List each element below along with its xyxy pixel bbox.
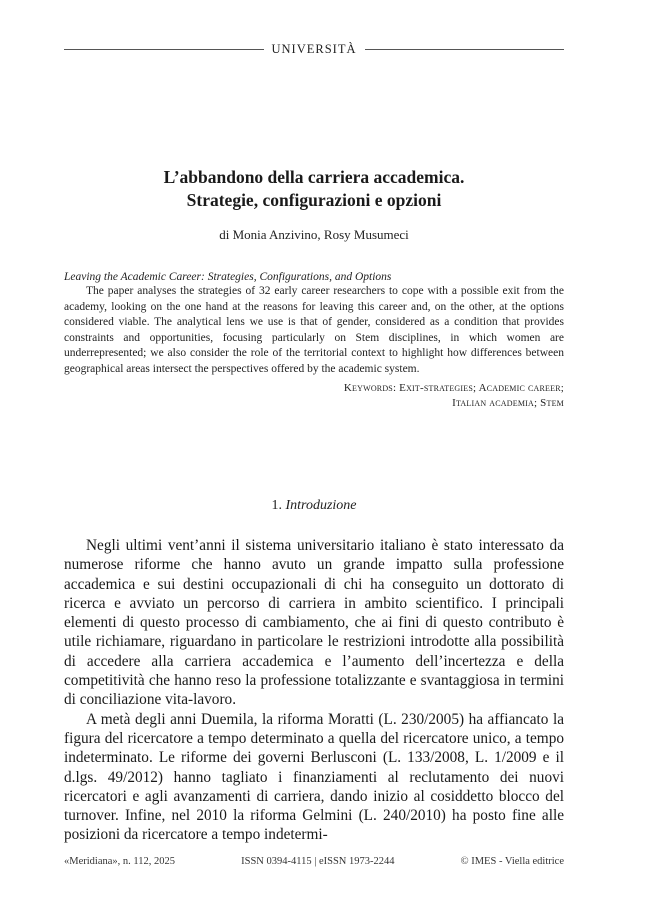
body-paragraph-1: Negli ultimi vent’anni il sistema universitario italiano è stato interessato da numerose riforme che hanno avuto un grande impatto sulla professione accademica e sui destini occupazionali di chi ha conseguito un dottorato di ricerca e avviato un percorso di carriera in ambito scientifico. I principali elementi di questo processo di cambiamento, che ai fini di questo contributo è utile richiamare, riguardano in particolare le restrizioni introdotte alla possibilità di accedere alla carriera accademica e l’aumento dell’incertezza e della competitività che hanno reso la professione totalizzante e svantaggiosa in termini di conciliazione vita-lavoro. (64, 537, 564, 709)
article-title-block (64, 166, 564, 243)
article-title-line1: L’abbandono della carriera accademica. (163, 167, 465, 187)
keywords-line2: Italian academia; Stem (452, 397, 564, 410)
footer-journal: «Meridiana», n. 112, 2025 (64, 856, 176, 867)
abstract-block (64, 271, 564, 412)
keywords (64, 381, 564, 412)
keywords-line1: Keywords: Exit-strategies; Academic career; (343, 381, 564, 394)
header-rule-right (365, 49, 565, 50)
abstract-text: The paper analyses the strategies of 32 early career researchers to cope with a possible exit from the academy, looking on the one hand at the reasons for leaving this career and, on the other, at the options considered viable. The analytical lens we use is that of gender, considered as a condition that provides constraints and opportunities, focusing particularly on Stem disciplines, in which women are underrepresented; we also consider the role of the territorial context to highlight how differences between geographical areas intersect the perspectives offered by the academic system. (64, 285, 564, 375)
header-rule-left (64, 49, 264, 50)
article-title-line2: Strategie, configurazioni e opzioni (186, 190, 442, 210)
article-title (64, 166, 564, 212)
page-footer (64, 856, 564, 867)
section-title: Introduzione (285, 498, 357, 513)
section-number: 1. (271, 498, 282, 513)
section-label: UNIVERSITÀ (271, 42, 357, 56)
body-text (64, 536, 564, 845)
body-paragraph-2: A metà degli anni Duemila, la riforma Moratti (L. 230/2005) ha affiancato la figura del ricercatore a tempo determinato a quella del ricercatore unico, a tempo indeterminato. Le riforme dei governi Berlusconi (L. 133/2008, L. 1/2009 e il d.lgs. 49/2012) hanno tagliato i finanziamenti al reclutamento dei nuovi ricercatori e agli avanzamenti di carriera, dando inizio al cosiddetto blocco del turnover. Infine, nel 2010 la riforma Gelmini (L. 240/2010) ha posto fine alle posizioni da ricercatore a tempo indetermi- (64, 710, 564, 844)
running-header (64, 42, 564, 57)
footer-issn: ISSN 0394-4115 | eISSN 1973-2244 (241, 856, 395, 867)
section-heading (64, 498, 564, 514)
footer-publisher: © IMES - Viella editrice (460, 856, 564, 867)
article-authors: di Monia Anzivino, Rosy Musumeci (219, 227, 409, 242)
abstract-title: Leaving the Academic Career: Strategies, Configurations, and Options (64, 271, 392, 283)
